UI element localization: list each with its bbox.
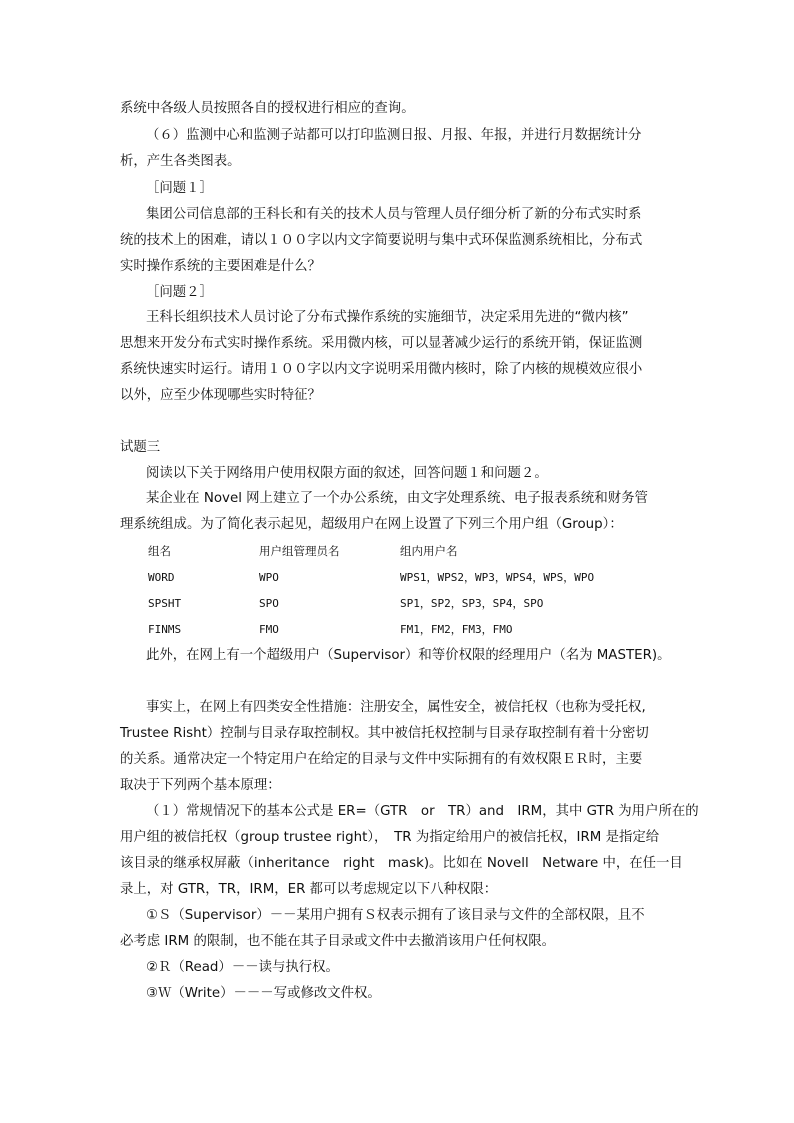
table-cell: SPO bbox=[259, 597, 279, 610]
text-line: 此外，在网上有一个超级用户（Supervisor）和等价权限的经理用户（名为 MASTER)。 bbox=[146, 648, 671, 663]
table-cell: SP1，SP2，SP3，SP4，SPO bbox=[400, 597, 544, 610]
text-line: （１）常规情况下的基本公式是 ER=（GTR or TR）and IRM，其中 GTR 为用户所在的 bbox=[146, 804, 699, 819]
text-line: 必考虑 IRM 的限制，也不能在其子目录或文件中去撤消该用户任何权限。 bbox=[120, 934, 556, 949]
table-cell: FINMS bbox=[148, 623, 182, 636]
table-cell: WPO bbox=[259, 571, 279, 584]
section-heading: 试题三 bbox=[120, 440, 161, 455]
text-line: 析，产生各类图表。 bbox=[120, 154, 241, 169]
table-cell: SPSHT bbox=[148, 597, 182, 610]
text-line: 某企业在 Novel 网上建立了一个办公系统，由文字处理系统、电子报表系统和财务管 bbox=[146, 491, 648, 506]
text-line: 思想来开发分布式实时操作系统。采用微内核，可以显著减少运行的系统开销，保证监测 bbox=[120, 336, 643, 351]
text-line: ③Ｗ（Write）－－－写或修改文件权。 bbox=[146, 986, 381, 1001]
question-heading: ［问题１］ bbox=[146, 181, 213, 196]
table-header-group: 组名 bbox=[148, 544, 171, 558]
text-line: 理系统组成。为了简化表示起见，超级用户在网上设置了下列三个用户组（Group）： bbox=[120, 517, 623, 532]
table-cell: WORD bbox=[148, 571, 175, 584]
text-line: 录上，对 GTR，TR，IRM，ER 都可以考虑规定以下八种权限： bbox=[120, 882, 498, 897]
text-line: 系统中各级人员按照各自的授权进行相应的查询。 bbox=[120, 101, 415, 116]
text-line: 该目录的继承权屏蔽（inheritance right mask)。比如在 Novell Netware 中，在任一目 bbox=[120, 856, 683, 871]
table-cell: FM1，FM2，FM3，FMO bbox=[400, 623, 513, 636]
text-line: 取决于下列两个基本原理： bbox=[120, 778, 281, 793]
table-cell: WPS1，WPS2，WP3，WPS4，WPS，WPO bbox=[400, 571, 595, 584]
text-line: 事实上，在网上有四类安全性措施：注册安全，属性安全，被信托权（也称为受托权, bbox=[146, 700, 646, 715]
table-cell: FMO bbox=[259, 623, 279, 636]
text-line: ②Ｒ（Read）－－读与执行权。 bbox=[146, 960, 339, 975]
text-line: 集团公司信息部的王科长和有关的技术人员与管理人员仔细分析了新的分布式实时系 bbox=[146, 207, 642, 222]
table-header-users: 组内用户名 bbox=[400, 544, 458, 558]
text-line: 实时操作系统的主要困难是什么？ bbox=[120, 259, 321, 274]
question-heading: ［问题２］ bbox=[146, 285, 213, 300]
text-line: （６）监测中心和监测子站都可以打印监测日报、月报、年报，并进行月数据统计分 bbox=[146, 128, 642, 143]
text-line: 王科长组织技术人员讨论了分布式操作系统的实施细节，决定采用先进的“微内核” bbox=[146, 310, 629, 325]
text-line: Trustee Risht）控制与目录存取控制权。其中被信托权控制与目录存取控制有着十分密切 bbox=[120, 726, 649, 741]
text-line: 阅读以下关于网络用户使用权限方面的叙述，回答问题１和问题２。 bbox=[146, 466, 548, 481]
text-line: 的关系。通常决定一个特定用户在给定的目录与文件中实际拥有的有效权限ＥＲ时，主要 bbox=[120, 752, 643, 767]
text-line: ①Ｓ（Supervisor）－－某用户拥有Ｓ权表示拥有了该目录与文件的全部权限，且不 bbox=[146, 908, 645, 923]
text-line: 统的技术上的困难，请以１００字以内文字简要说明与集中式环保监测系统相比，分布式 bbox=[120, 233, 643, 248]
text-line: 以外，应至少体现哪些实时特征？ bbox=[120, 388, 321, 403]
table-header-admin: 用户组管理员名 bbox=[259, 544, 340, 558]
text-line: 系统快速实时运行。请用１００字以内文字说明采用微内核时，除了内核的规模效应很小 bbox=[120, 362, 643, 377]
text-line: 用户组的被信托权（group trustee right）， TR 为指定给用户的被信托权，IRM 是指定给 bbox=[120, 830, 660, 845]
